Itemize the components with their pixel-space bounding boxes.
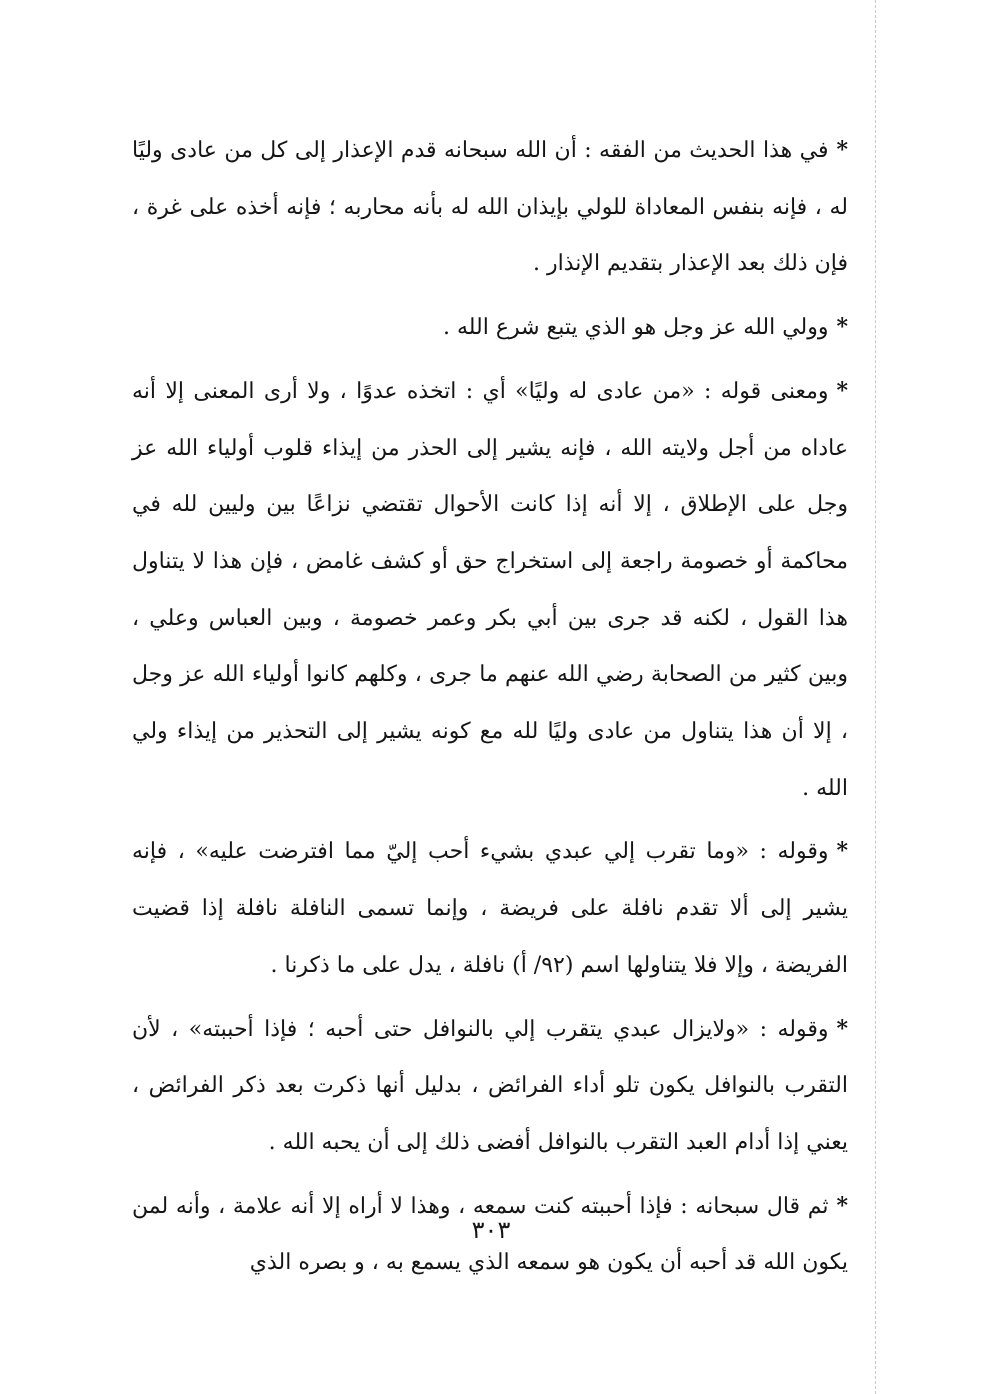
asterisk-marker: * xyxy=(836,1192,848,1219)
paragraph-text: وولي الله عز وجل هو الذي يتبع شرع الله . xyxy=(442,315,829,341)
body-text xyxy=(132,122,848,1298)
paragraph-2 xyxy=(132,299,848,357)
paragraph-1 xyxy=(132,122,848,293)
paragraph-text: وقوله : «ولايزال عبدي يتقرب إلي بالنوافل حتى أحبه ؛ فإذا أحببته» ، لأن التقرب بالنوافل يكون تلو أداء الفرائض ، بدليل أنها ذكرت بعد ذكر الفرائض ، يعني إذا أدام العبد التقرب بالنوافل أفضى ذلك إلى أن يحبه الله . xyxy=(132,1016,848,1155)
paragraph-4 xyxy=(132,823,848,994)
asterisk-marker: * xyxy=(836,1015,848,1042)
asterisk-marker: * xyxy=(836,314,848,341)
paragraph-text: وقوله : «وما تقرب إلي عبدي بشيء أحب إليّ مما افترضت عليه» ، فإنه يشير إلى ألا تقدم نافلة على فريضة ، وإنما تسمى النافلة نافلة إذا قضيت الفريضة ، وإلا فلا يتناولها اسم (٩٢/ أ) نافلة ، يدل على ما ذكرنا . xyxy=(132,839,848,978)
paragraph-text: ثم قال سبحانه : فإذا أحببته كنت سمعه ، وهذا لا أراه إلا أنه علامة ، وأنه لمن يكون الله قد أحبه أن يكون هو سمعه الذي يسمع به ، و بصره الذي xyxy=(132,1193,848,1276)
page-edge-line xyxy=(875,0,876,1394)
page-number: ٣٠٣ xyxy=(471,1216,511,1244)
asterisk-marker: * xyxy=(836,137,848,163)
asterisk-marker: * xyxy=(836,838,848,865)
asterisk-marker: * xyxy=(836,377,848,404)
paragraph-5 xyxy=(132,1001,848,1172)
paragraph-text: في هذا الحديث من الفقه : أن الله سبحانه قدم الإعذار إلى كل من عادى وليًا له ، فإنه بنفس المعاداة للولي بإيذان الله له بأنه محاربه ؛ فإنه أخذه على غرة ، فإن ذلك بعد الإعذار بتقديم الإنذار . xyxy=(132,138,848,277)
paragraph-text: ومعنى قوله : «من عادى له وليًا» أي : اتخذه عدوًا ، ولا أرى المعنى إلا أنه عاداه من أجل ولايته الله ، فإنه يشير إلى الحذر من إيذاء قلوب أولياء الله عز وجل على الإطلاق ، إلا أنه إذا كانت الأحوال تقتضي نزاعًا بين وليين لله في محاكمة أو خصومة راجعة إلى استخراج حق أو كشف غامض ، فإن هذا لا يتناول هذا القول ، لكنه قد جرى بين أبي بكر وعمر خصومة ، وبين العباس وعلي ، وبين كثير من الصحابة رضي الله عنهم ما جرى ، وكلهم كانوا أولياء الله عز وجل ، إلا أن هذا يتناول من عادى وليًا لله مع كونه يشير إلى التحذير من إيذاء ولي الله . xyxy=(132,378,848,801)
paragraph-3 xyxy=(132,363,848,818)
